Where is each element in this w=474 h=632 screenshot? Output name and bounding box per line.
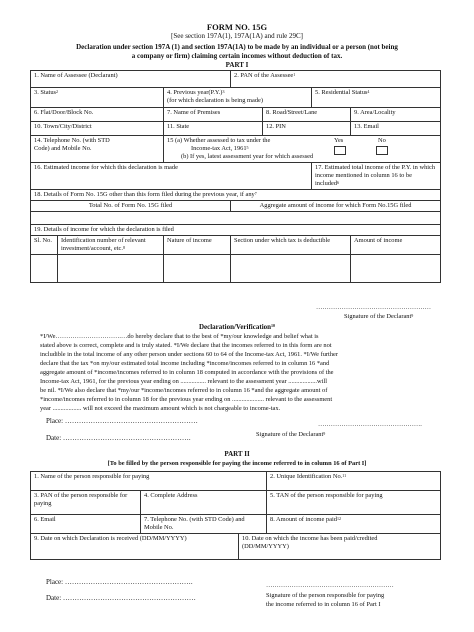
- verification-line-1: *I/We………………………….…do hereby declare that to the best of *my/our knowledge and belief what is: [40, 333, 319, 340]
- cell-section[interactable]: [231, 255, 351, 283]
- footnote-ref: 3: [222, 89, 225, 94]
- label-total-forms-filed: Total No. of Form No. 15G filed: [88, 202, 173, 209]
- label-amount: Amount of income: [354, 237, 403, 244]
- cell-identification[interactable]: [58, 255, 164, 283]
- part2-date[interactable]: Date: …………………………………………………: [46, 594, 196, 602]
- footnote-ref: 9: [411, 313, 414, 318]
- label-state: 11. State: [167, 123, 190, 130]
- label-previous-year: 4. Previous year(P.Y.): [167, 89, 223, 96]
- footnote-ref: 11: [342, 473, 347, 478]
- field-previous-year[interactable]: [164, 88, 312, 108]
- verification-line-9: year .................. will not exceed the maximum amount which is not chargeable to income-tax.: [40, 405, 281, 412]
- label-pin: 12. PIN: [266, 123, 286, 130]
- label-telephone-2: Code) and Mobile No.: [34, 145, 92, 152]
- field-estimated-total-income[interactable]: [312, 163, 441, 190]
- signature-dots-1: ………………………………………………: [316, 304, 432, 311]
- col-section: [231, 236, 351, 255]
- footnote-ref: 6: [337, 180, 340, 185]
- label-yes: Yes: [334, 137, 344, 144]
- field-road[interactable]: [263, 108, 351, 122]
- part2-subtitle: [To be filled by the person responsible for paying the income referred to in column 16 of Part I]: [107, 460, 367, 467]
- label-income-details: 19. Details of income for which the declaration is filed: [34, 226, 174, 233]
- label-payer-tan: 5. TAN of the person responsible for paying: [270, 492, 383, 499]
- cell-amount[interactable]: [351, 255, 441, 283]
- footnote-ref: 10: [271, 323, 276, 328]
- signature-declarant-label: [344, 314, 413, 320]
- footnote-ref: 1: [293, 72, 296, 77]
- field-status[interactable]: [31, 88, 164, 108]
- footnote-ref: 8: [122, 245, 125, 250]
- verification-line-6: Income-tax Act, 1961, for the previous year ending on ................ relevant to the assessment year ..................will: [40, 378, 327, 385]
- label-complete-address: 4. Complete Address: [144, 492, 198, 499]
- part2-table: [30, 471, 441, 560]
- field-payer-email[interactable]: [31, 515, 141, 534]
- label-residential-status: 5. Residential Status: [315, 89, 368, 96]
- declaration-title-line1: Declaration under section 197A (1) and section 197A(1A) to be made by an individual or a person (not being: [76, 43, 398, 51]
- part2-heading: PART II: [224, 450, 250, 458]
- verification-line-4: declare that the tax *on my/our estimated total income including *income/incomes referred to in column 16 *and: [40, 360, 330, 367]
- label-telephone-1: 14. Telephone No. (with STD: [34, 137, 110, 144]
- footnote-ref: 12: [336, 516, 341, 521]
- field-assessee-name[interactable]: [31, 71, 231, 88]
- label-status: 3. Status: [34, 89, 57, 96]
- signature-label-text: Signature of the Declarant: [344, 313, 412, 320]
- footnote-ref: 4: [367, 89, 370, 94]
- field-email[interactable]: [351, 122, 441, 136]
- field-flat-door[interactable]: [31, 108, 164, 122]
- field-payer-tan[interactable]: [267, 491, 441, 515]
- part2-signature-label-1: Signature of the person responsible for paying: [266, 592, 385, 599]
- spacer-row: [31, 212, 441, 225]
- field-payer-name[interactable]: [31, 472, 267, 491]
- label-road: 8. Road/Street/Lane: [266, 109, 318, 116]
- field-income-details: [31, 225, 441, 236]
- label-section: Section under which tax is deductible: [234, 237, 331, 244]
- field-assessed-to-tax: [164, 136, 441, 163]
- part1-table: [30, 70, 441, 283]
- field-state[interactable]: [164, 122, 263, 136]
- verification-place[interactable]: Place: …………………………………………………: [46, 417, 198, 425]
- label-amount-paid: 8. Amount of income paid: [270, 516, 337, 523]
- label-town: 10. Town/City/District: [34, 123, 92, 130]
- col-sl-no: [31, 236, 58, 255]
- signature-label-text-2: Signature of the Declarant: [256, 431, 324, 438]
- part2-signature-label-2: the income referred to in column 16 of Part I: [266, 601, 381, 608]
- field-town[interactable]: [31, 122, 164, 136]
- verification-title: [0, 324, 474, 331]
- verification-date[interactable]: Date: ……………………………………………….: [46, 434, 191, 442]
- label-email: 13. Email: [354, 123, 379, 130]
- label-latest-assessment-year: (b) If yes, latest assessment year for which assessed: [181, 153, 314, 160]
- label-date-paid-2: (DD/MM/YYYY): [242, 543, 289, 550]
- field-date-paid[interactable]: [239, 534, 441, 560]
- label-aggregate-amount: Aggregate amount of income for which Form No.15G filed: [259, 202, 412, 209]
- label-identification: Identification number of relevant investment/account, etc.: [61, 237, 146, 252]
- col-amount: [351, 236, 441, 255]
- part2-place[interactable]: Place: ……………………………………………….: [46, 578, 193, 586]
- footnote-ref: 7: [254, 191, 257, 196]
- declaration-title-line2: a company or firm) claiming certain incomes without deduction of tax.: [131, 52, 343, 60]
- checkbox-no[interactable]: [376, 146, 388, 155]
- field-telephone[interactable]: [31, 136, 164, 163]
- field-unique-id[interactable]: [267, 472, 441, 491]
- field-date-received[interactable]: [31, 534, 239, 560]
- label-payer-telephone: 7. Telephone No. (with STD Code) and Mobile No.: [144, 516, 245, 531]
- verification-title-text: Declaration/Verification: [198, 323, 272, 331]
- field-premises[interactable]: [164, 108, 263, 122]
- label-estimated-income: 16. Estimated income for which this declaration is made: [34, 164, 178, 171]
- label-sl-no: Sl. No.: [34, 237, 52, 244]
- label-area: 9. Area/Locality: [354, 109, 396, 116]
- label-payer-name: 1. Name of the person responsible for paying: [34, 473, 150, 480]
- cell-nature[interactable]: [164, 255, 231, 283]
- label-form15g-details: 18. Details of Form No. 15G other than this form filed during the previous year, if any: [34, 191, 255, 198]
- label-flat-door: 6. Flat/Door/Block No.: [34, 109, 94, 116]
- label-estimated-total-income-2: income mentioned in column 16 to be included: [315, 172, 412, 187]
- field-pan[interactable]: [231, 71, 441, 88]
- field-residential-status[interactable]: [312, 88, 441, 108]
- col-nature: [164, 236, 231, 255]
- col-identification: [58, 236, 164, 255]
- field-aggregate-amount[interactable]: [231, 201, 441, 212]
- field-total-forms-filed[interactable]: [31, 201, 231, 212]
- part2-signature-dots: ……………………………………………………: [266, 582, 394, 589]
- field-payer-pan[interactable]: [31, 491, 141, 515]
- field-amount-paid[interactable]: [267, 515, 441, 534]
- cell-sl-no[interactable]: [31, 255, 58, 283]
- label-date-received: 9. Date on which Declaration is received (DD/MM/YYYY): [34, 535, 187, 542]
- label-pan: 2. PAN of the Assessee: [234, 72, 294, 79]
- field-pin[interactable]: [263, 122, 351, 136]
- field-area[interactable]: [351, 108, 441, 122]
- label-unique-id: 2. Unique Identification No.: [270, 473, 343, 480]
- field-estimated-income[interactable]: [31, 163, 312, 190]
- verification-line-7: be nil. *I/We also declare that *my/our *income/incomes referred to in column 16 *and the aggregate amount of: [40, 387, 328, 394]
- footnote-ref: 2: [56, 89, 59, 94]
- label-estimated-total-income-1: 17. Estimated total income of the P.Y. in which: [315, 164, 436, 171]
- verification-line-2: stated above is correct, complete and is truly stated. *I/We declare that the incomes referred to in this form are not: [40, 342, 332, 349]
- verification-line-8: *income/incomes referred to in column 18 for the previous year ending on .................... relevant to the assessment: [40, 396, 333, 403]
- label-assessee-name: 1. Name of Assessee (Declarant): [34, 72, 118, 79]
- field-complete-address[interactable]: [141, 491, 267, 515]
- label-payer-email: 6. Email: [34, 516, 56, 523]
- label-assessed-to-tax: 15 (a) Whether assessed to tax under the: [167, 137, 271, 144]
- label-no: No: [378, 137, 386, 144]
- label-date-paid-1: 10. Date on which the income has been paid/credited: [242, 535, 378, 542]
- signature-dots-2: ………………………………………….: [318, 421, 422, 428]
- field-form15g-details: [31, 190, 441, 201]
- label-payer-pan: 3. PAN of the person responsible for paying: [34, 492, 128, 507]
- label-premises: 7. Name of Premises: [167, 109, 221, 116]
- label-previous-year-note: (for which declaration is being made): [167, 97, 263, 104]
- verification-line-5: aggregate amount of *income/incomes referred to in column 18 computed in accordance with the provisions of the: [40, 369, 334, 376]
- field-payer-telephone[interactable]: [141, 515, 267, 534]
- verification-line-3: includible in the total income of any other person under sections 60 to 64 of the Income-tax Act, 1961. *I/We further: [40, 351, 338, 358]
- footnote-ref: 5: [246, 145, 249, 150]
- section-reference: [See section 197A(1), 197A(1A) and rule 29C]: [171, 32, 303, 40]
- label-nature: Nature of income: [167, 237, 212, 244]
- checkbox-yes[interactable]: [334, 146, 346, 155]
- signature-declarant-label-2: [256, 432, 325, 438]
- label-income-tax-act: Income-tax Act, 1961: [191, 145, 247, 152]
- form-number: FORM NO. 15G: [206, 22, 268, 32]
- footnote-ref: 9: [323, 431, 326, 436]
- part1-heading: PART I: [225, 61, 249, 69]
